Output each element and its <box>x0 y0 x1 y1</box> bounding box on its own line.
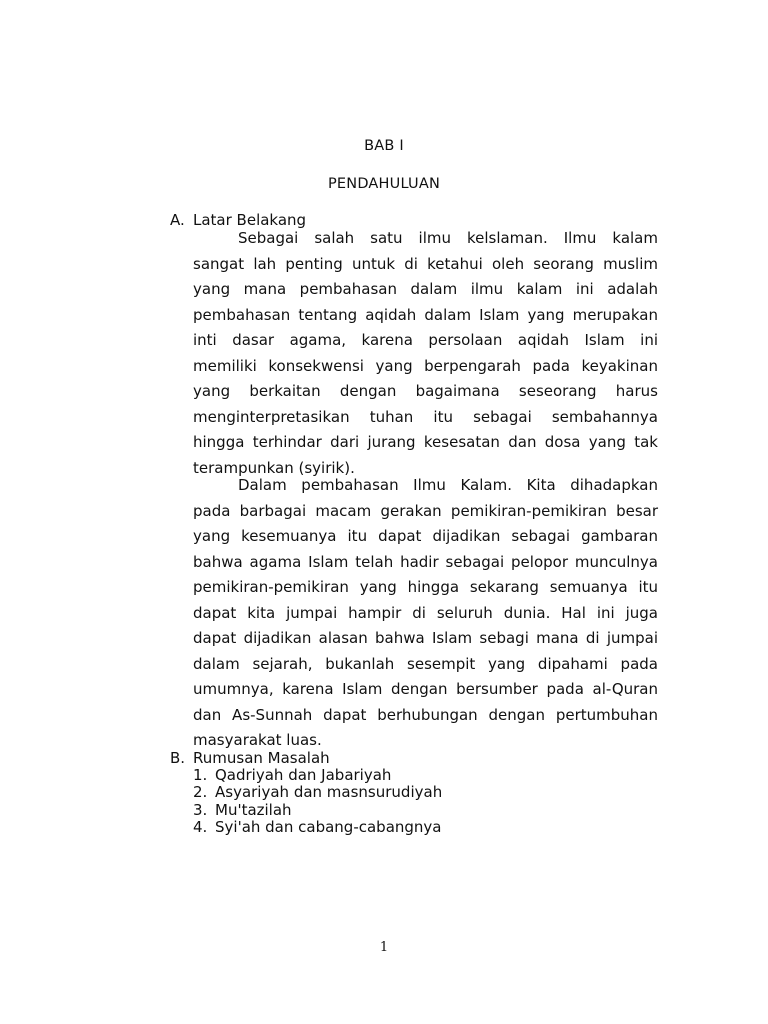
section-b-letter: B. <box>170 749 186 767</box>
list-item <box>193 819 442 836</box>
list-text: Mu'tazilah <box>215 800 292 819</box>
list-item <box>193 767 442 784</box>
paragraph-line: Sebagai salah satu ilmu kelslaman. Ilmu kalam <box>238 229 658 247</box>
paragraph-line: sangat lah penting untuk di ketahui oleh seorang muslim <box>193 254 658 273</box>
list-number: 2. <box>193 783 208 802</box>
paragraph-line: menginterpretasikan tuhan itu sebagai sembahannya <box>193 407 658 426</box>
page-number: 1 <box>379 940 389 955</box>
list-item <box>193 802 442 819</box>
list-number: 3. <box>193 800 208 819</box>
section-b-heading <box>170 750 330 767</box>
section-b-title: Rumusan Masalah <box>193 749 330 767</box>
list-number: 1. <box>193 766 208 784</box>
paragraph-line: dapat kita jumpai hampir di seluruh dunia. Hal ini juga <box>193 603 658 622</box>
paragraph-line: pada barbagai macam gerakan pemikiran-pemikiran besar <box>193 501 658 520</box>
list-item <box>193 784 442 801</box>
paragraph-line: hingga terhindar dari jurang kesesatan dan dosa yang tak <box>193 433 658 451</box>
paragraph-line: bahwa agama Islam telah hadir sebagai pelopor munculnya <box>193 552 658 571</box>
paragraph-line: dalam sejarah, bukanlah sesempit yang dipahami pada <box>193 654 658 673</box>
paragraph-1 <box>193 230 658 477</box>
list-text: Qadriyah dan Jabariyah <box>215 766 392 784</box>
section-a-heading <box>170 212 306 229</box>
paragraph-2 <box>193 477 658 749</box>
list-number: 4. <box>193 817 208 836</box>
list-text: Asyariyah dan masnsurudiyah <box>215 783 443 802</box>
list-text: Syi'ah dan cabang-cabangnya <box>215 817 442 836</box>
paragraph-line: dan As-Sunnah dapat berhubungan dengan pertumbuhan <box>193 705 658 724</box>
paragraph-line: umumnya, karena Islam dengan bersumber pada al-Quran <box>193 680 658 698</box>
paragraph-line: inti dasar agama, karena persolaan aqidah Islam ini <box>193 331 658 349</box>
problem-list <box>193 767 442 836</box>
paragraph-line: dapat dijadikan alasan bahwa Islam sebagi mana di jumpai <box>193 629 658 647</box>
paragraph-line: yang berkaitan dengan bagaimana seseorang harus <box>193 382 658 400</box>
paragraph-line: Dalam pembahasan Ilmu Kalam. Kita dihadapkan <box>238 476 658 494</box>
paragraph-line: pemikiran-pemikiran yang hingga sekarang semuanya itu <box>193 578 658 596</box>
paragraph-line: masyarakat luas. <box>193 731 322 749</box>
chapter-label: BAB I <box>364 138 404 154</box>
paragraph-line: terampunkan (syirik). <box>193 458 355 477</box>
paragraph-line: memiliki konsekwensi yang berpengarah pada keyakinan <box>193 356 658 375</box>
section-a-title: Latar Belakang <box>193 211 307 229</box>
paragraph-line: yang mana pembahasan dalam ilmu kalam ini adalah <box>193 280 658 298</box>
chapter-title: PENDAHULUAN <box>327 176 441 192</box>
section-a-letter: A. <box>170 211 185 229</box>
paragraph-line: pembahasan tentang aqidah dalam Islam yang merupakan <box>193 305 658 324</box>
paragraph-line: yang kesemuanya itu dapat dijadikan sebagai gambaran <box>193 527 658 545</box>
